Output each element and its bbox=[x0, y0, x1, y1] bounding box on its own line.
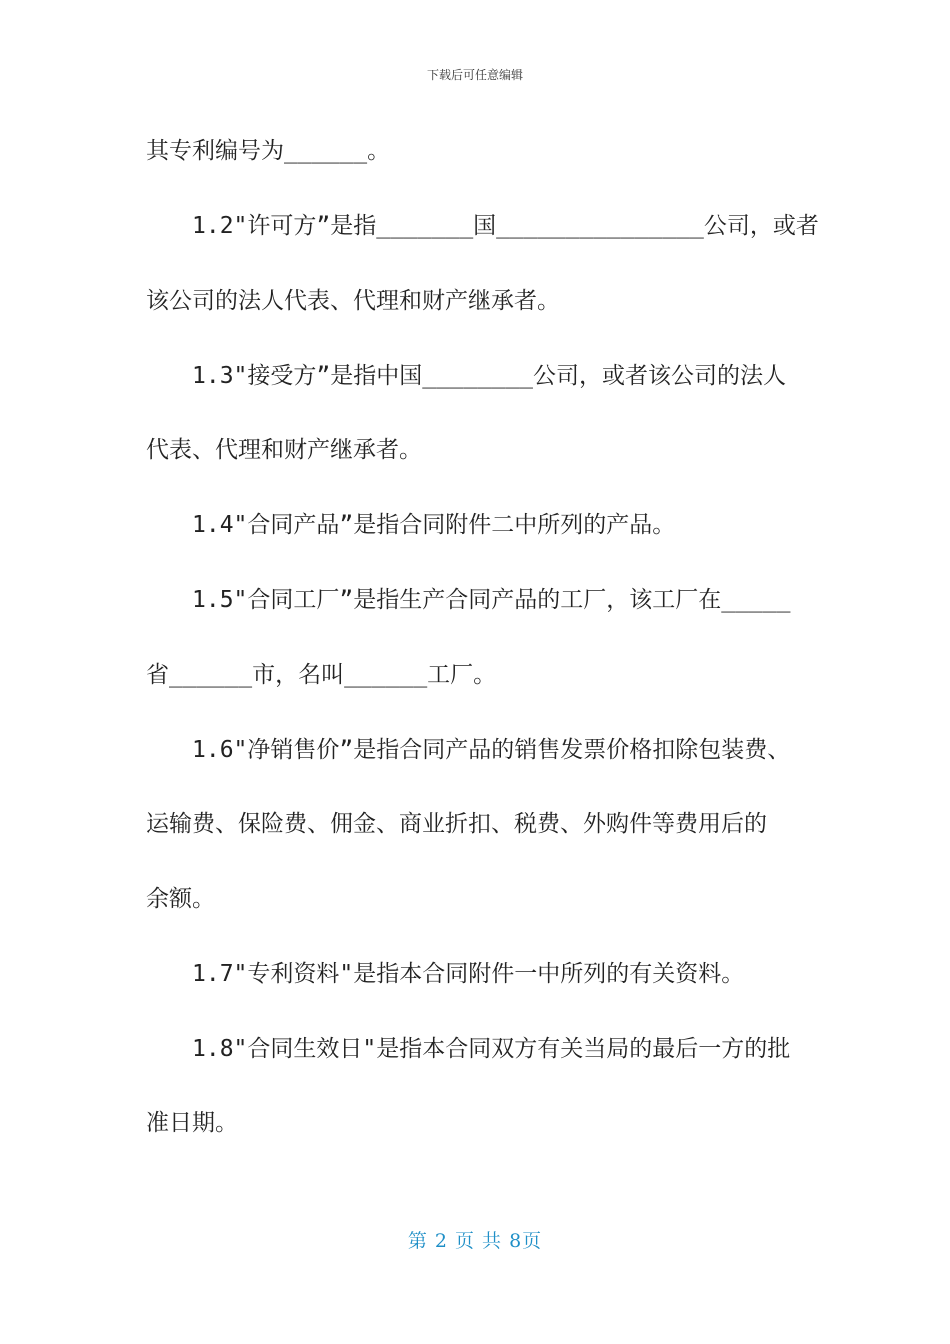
text-line: 其专利编号为______。 bbox=[146, 138, 391, 164]
text-line: 1.3"接受方”是指中国________公司，或者该公司的法人 bbox=[192, 363, 787, 389]
text-line: 1.7"专利资料"是指本合同附件一中所列的有关资料。 bbox=[192, 961, 745, 987]
text-line: 该公司的法人代表、代理和财产继承者。 bbox=[146, 288, 560, 314]
text-line: 1.2"许可方”是指_______国_______________公司，或者 bbox=[192, 213, 819, 239]
text-line: 1.6"净销售价”是指合同产品的销售发票价格扣除包装费、 bbox=[192, 737, 791, 763]
text-line: 1.8"合同生效日"是指本合同双方有关当局的最后一方的批 bbox=[192, 1036, 791, 1062]
page-number-footer: 第 2 页 共 8页 bbox=[407, 1230, 543, 1252]
text-line: 运输费、保险费、佣金、商业折扣、税费、外购件等费用后的 bbox=[146, 811, 767, 837]
text-line: 余额。 bbox=[146, 886, 215, 912]
text-line: 1.4"合同产品”是指合同附件二中所列的产品。 bbox=[192, 512, 676, 538]
text-line: 准日期。 bbox=[146, 1110, 238, 1136]
text-line: 省______市，名叫______工厂。 bbox=[146, 662, 497, 688]
text-line: 代表、代理和财产继承者。 bbox=[146, 437, 422, 463]
header-note: 下载后可任意编辑 bbox=[426, 68, 523, 82]
text-line: 1.5"合同工厂”是指生产合同产品的工厂，该工厂在_____ bbox=[192, 587, 791, 613]
